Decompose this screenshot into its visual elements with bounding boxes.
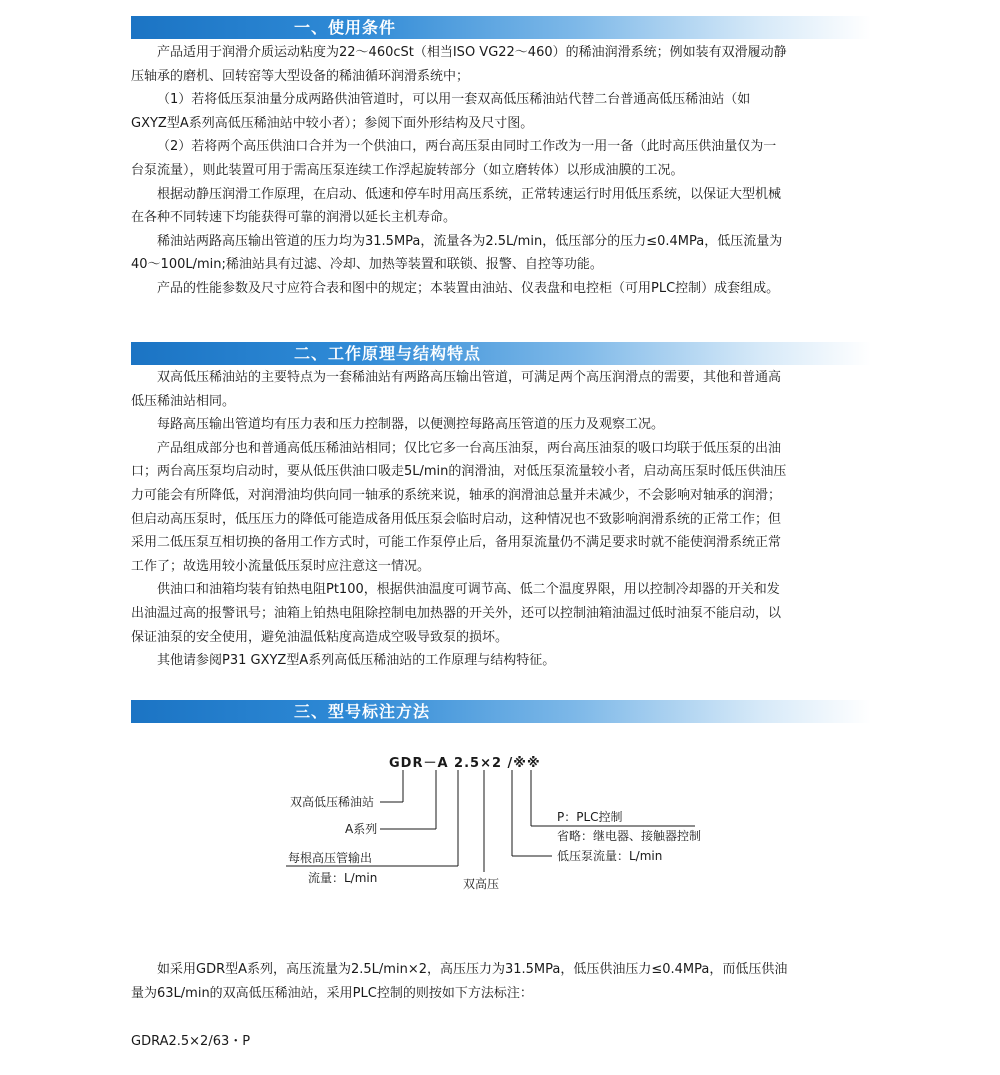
label-omit: 省略：继电器、接触器控制 <box>557 829 702 843</box>
model-formula: GDR－A 2.5×2 /※※ <box>389 756 541 771</box>
paragraph-line: 产品组成部分也和普通高低压稀油站相同；仅比它多一台高压油泵，两台高压油泵的吸口均联于低压泵的出油 <box>157 440 782 456</box>
section-title: 一、使用条件 <box>294 18 397 37</box>
paragraph-line: 在各种不同转速下均能获得可靠的润滑以延长主机寿命。 <box>131 210 457 226</box>
paragraph-line: （2）若将两个高压供油口合并为一个供油口，两台高压泵由同时工作改为一用一备（此时高压供油量仅为一 <box>157 139 777 155</box>
section-body-usage <box>131 41 876 301</box>
label-flow: 流量：L/min <box>308 871 378 885</box>
paragraph-line: 每路高压输出管道均有压力表和压力控制器，以便测控每路高压管道的压力及观察工况。 <box>157 417 665 433</box>
example-code: GDRA2.5×2/63・P <box>131 1034 251 1049</box>
label-plc: P：PLC控制 <box>557 810 623 824</box>
label-each-pipe: 每根高压管输出 <box>288 851 373 865</box>
paragraph-line: 根据动静压润滑工作原理，在启动、低速和停车时用高压系统，正常转速运行时用低压系统，以保证大型机械 <box>157 186 782 202</box>
label-double-station: 双高低压稀油站 <box>290 795 375 809</box>
section-header-principle <box>131 342 871 365</box>
section-title: 三、型号标注方法 <box>294 702 431 721</box>
label-low-flow: 低压泵流量：L/min <box>557 849 663 863</box>
paragraph-line: 低压稀油站相同。 <box>131 393 236 409</box>
section-header-model-notation <box>131 700 871 723</box>
paragraph-line: 但启动高压泵时，低压压力的降低可能造成备用低压泵会临时启动，这种情况也不致影响润滑系统的正常工作；但 <box>131 511 782 527</box>
paragraph-line: 力可能会有所降低，对润滑油均供向同一轴承的系统来说，轴承的润滑油总量并未减少，不会影响对轴承的润滑； <box>131 487 782 503</box>
paragraph-line: 供油口和油箱均装有铂热电阻Pt100，根据供油温度可调节高、低二个温度界限，用以控制冷却器的开关和发 <box>157 582 780 598</box>
paragraph-line: 保证油泵的安全使用，避免油温低粘度高造成空吸导致泵的损坏。 <box>131 629 509 645</box>
label-double-high: 双高压 <box>463 877 500 891</box>
label-series: A系列 <box>345 822 378 836</box>
paragraph-line: 量为63L/min的双高低压稀油站，采用PLC控制的则按如下方法标注： <box>131 985 533 1001</box>
paragraph-line: GXYZ型A系列高低压稀油站中较小者）；参阅下面外形结构及尺寸图。 <box>131 115 534 131</box>
paragraph-line: 工作了；故选用较小流量低压泵时应注意这一情况。 <box>131 558 431 574</box>
paragraph-line: 采用二低压泵互相切换的备用工作方式时，可能工作泵停止后，备用泵流量仍不满足要求时就不能使润滑系统正常 <box>131 535 782 551</box>
paragraph-line: 如采用GDR型A系列，高压流量为2.5L/min×2，高压压力为31.5MPa，低压供油压力≤0.4MPa，而低压供油 <box>157 962 788 977</box>
example-code-block <box>131 1030 876 1054</box>
paragraph-line: 台泵流量），则此装置可用于需高压泵连续工作浮起旋转部分（如立磨转体）以形成油膜的工况。 <box>131 162 684 178</box>
section-header-usage <box>131 16 871 39</box>
example-paragraph <box>131 958 876 1005</box>
paragraph-line: 出油温过高的报警讯号；油箱上铂热电阻除控制电加热器的开关外，还可以控制油箱油温过低时油泵不能启动，以 <box>131 605 782 621</box>
paragraph-line: 压轴承的磨机、回转窑等大型设备的稀油循环润滑系统中； <box>131 68 470 84</box>
paragraph-line: （1）若将低压泵油量分成两路供油管道时，可以用一套双高低压稀油站代替二台普通高低压稀油站（如 <box>157 92 751 108</box>
paragraph-line: 双高低压稀油站的主要特点为一套稀油站有两路高压输出管道，可满足两个高压润滑点的需要，其他和普通高 <box>157 370 782 385</box>
paragraph-line: 产品的性能参数及尺寸应符合表和图中的规定；本装置由油站、仪表盘和电控柜（可用PLC控制）成套组成。 <box>157 280 780 296</box>
paragraph-line: 稀油站两路高压输出管道的压力均为31.5MPa，流量各为2.5L/min，低压部分的压力≤0.4MPa，低压流量为 <box>157 233 783 249</box>
paragraph-line: 口；两台高压泵均启动时，要从低压供油口吸走5L/min的润滑油，对低压泵流量较小者，启动高压泵时低压供油压 <box>131 464 787 480</box>
section-title: 二、工作原理与结构特点 <box>294 344 482 363</box>
section-body-principle <box>131 366 876 673</box>
paragraph-line: 40～100L/min;稀油站具有过滤、冷却、加热等装置和联锁、报警、自控等功能。 <box>131 257 603 273</box>
paragraph-line: 其他请参阅P31 GXYZ型A系列高低压稀油站的工作原理与结构特征。 <box>157 653 556 669</box>
paragraph-line: 产品适用于润滑介质运动粘度为22～460cSt（相当ISO VG22～460）的稀油润滑系统；例如装有双滑履动静 <box>157 45 787 60</box>
